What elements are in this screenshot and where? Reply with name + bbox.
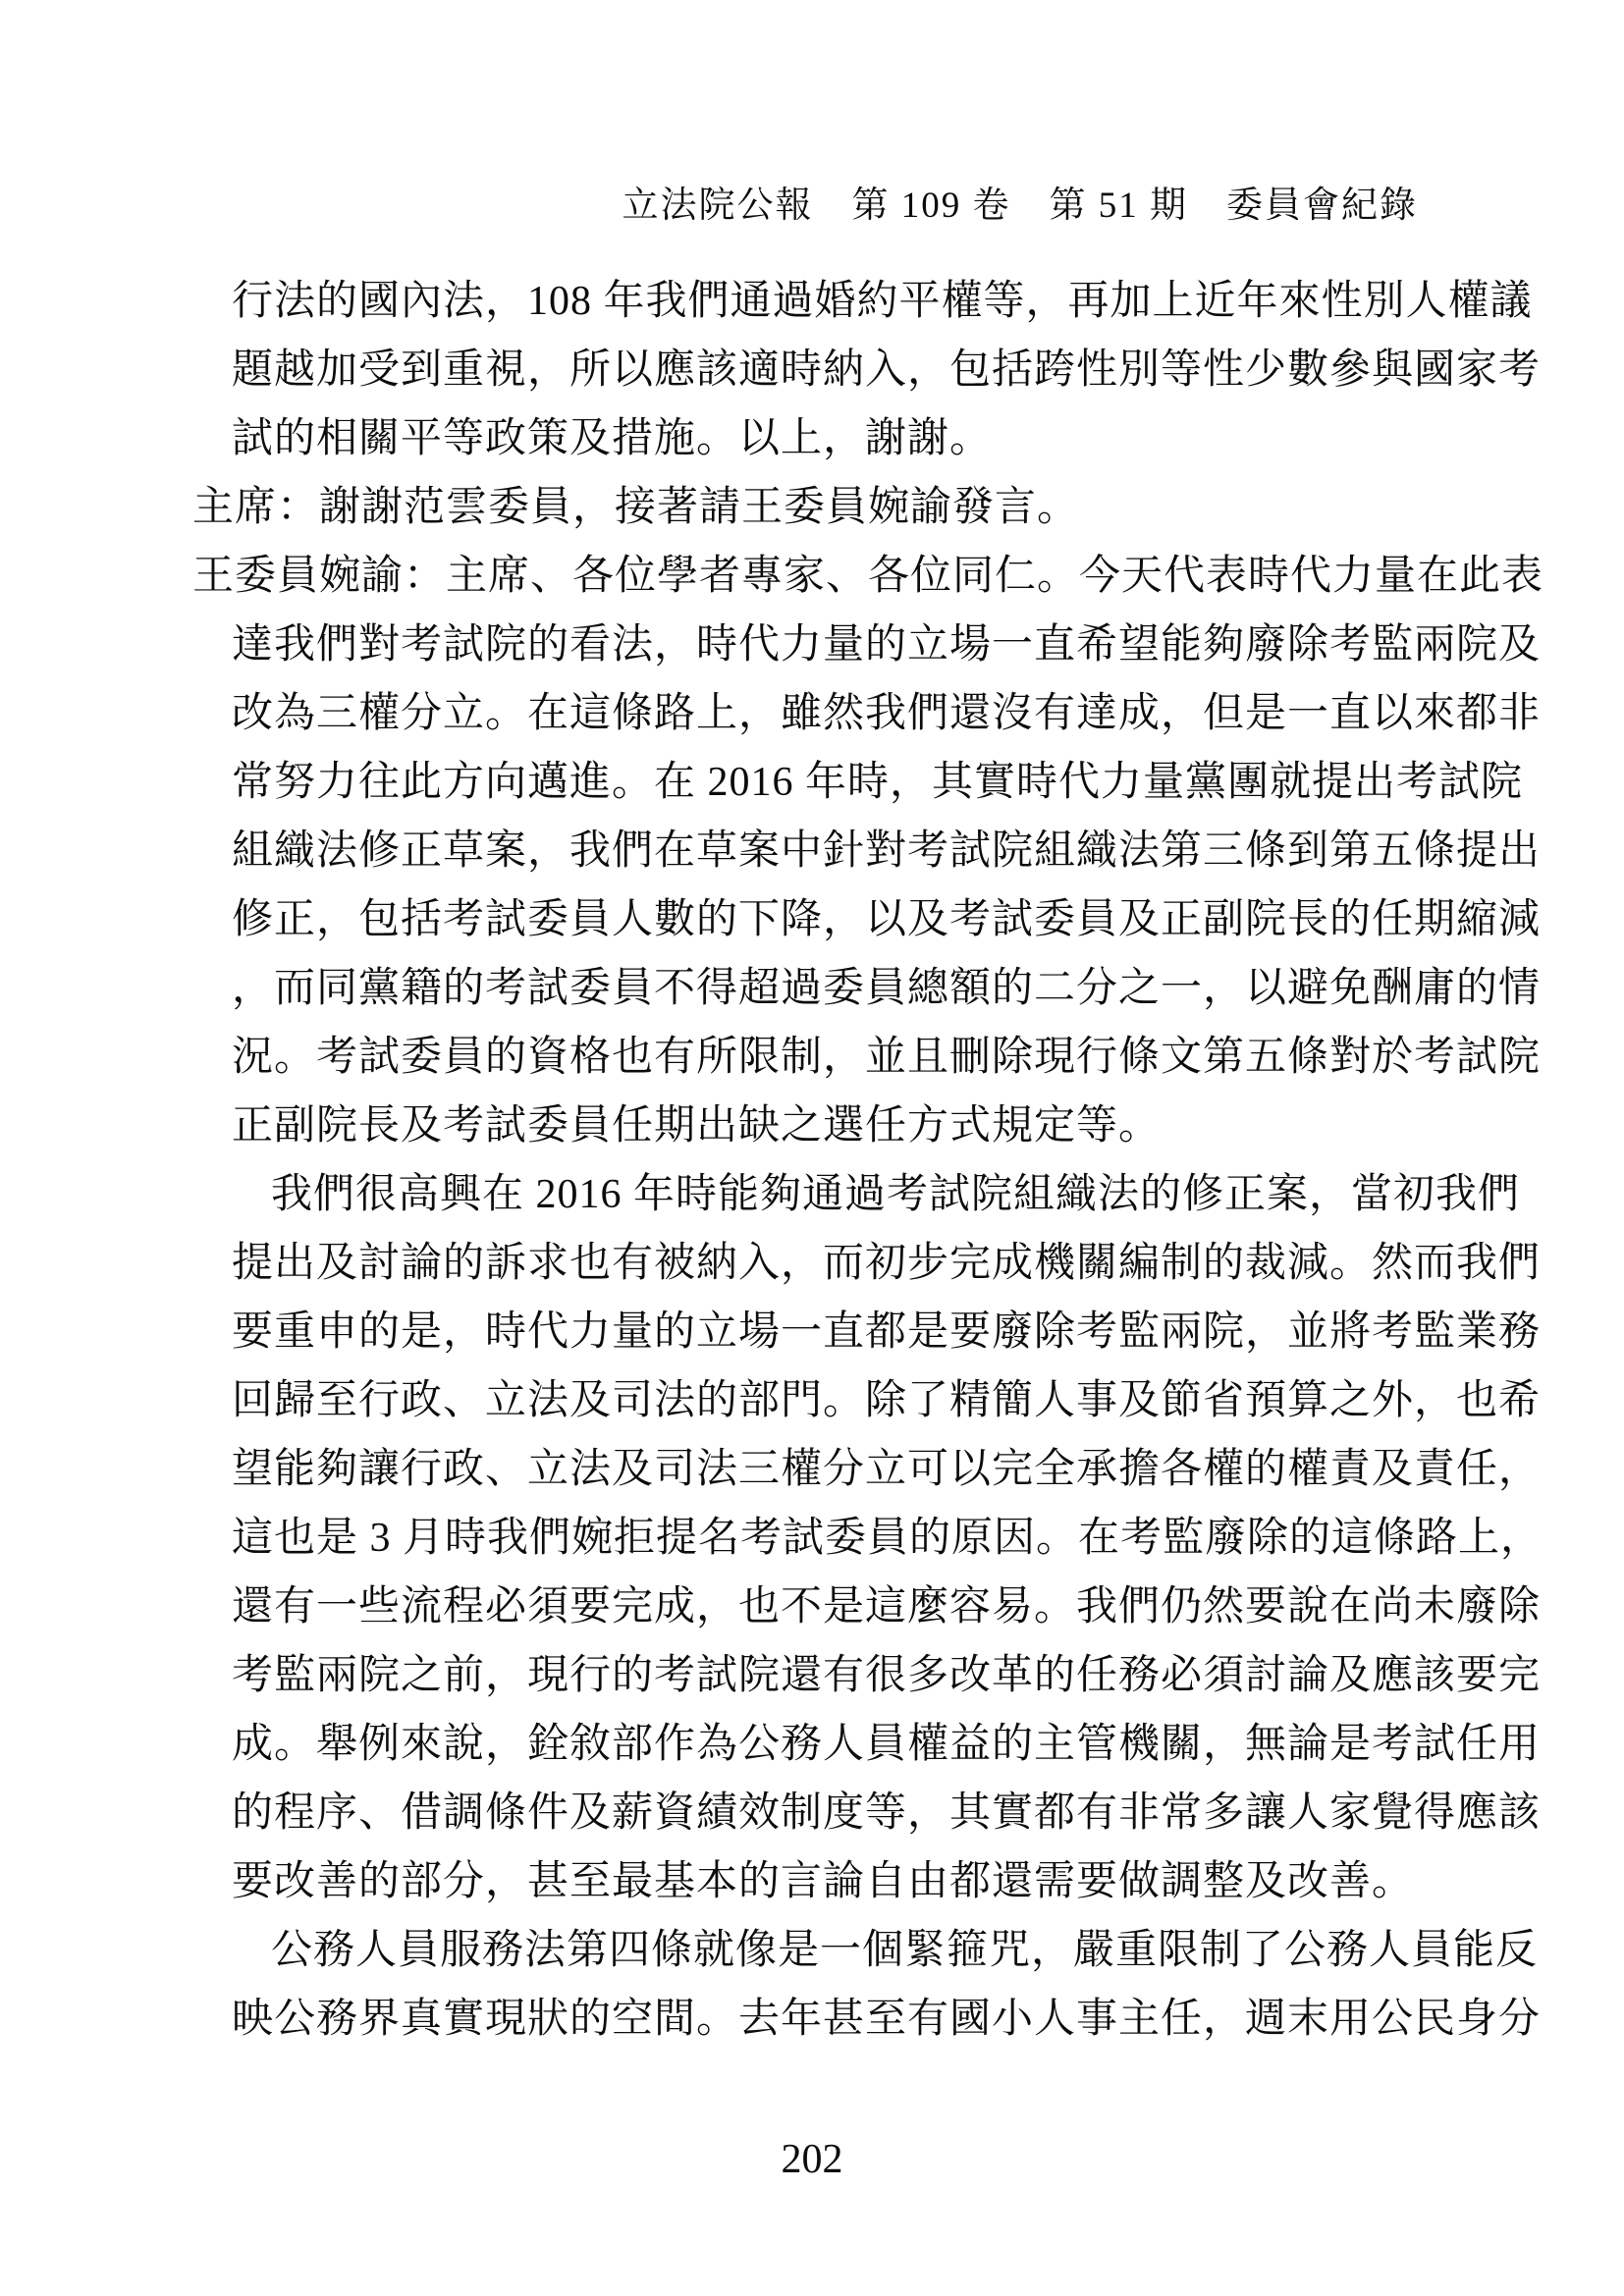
text-line: 要改善的部分，甚至最基本的言論自由都還需要做調整及改善。 <box>232 1859 1415 1904</box>
text-line: 題越加受到重視，所以應該適時納入，包括跨性別等性少數參與國家考 <box>232 347 1542 393</box>
text-line: ，而同黨籍的考試委員不得超過委員總額的二分之一，以避免酬庸的情 <box>232 966 1542 1011</box>
text-line: 況。考試委員的資格也有所限制，並且刪除現行條文第五條對於考試院 <box>232 1035 1542 1080</box>
text-line: 正副院長及考試委員任期出缺之選任方式規定等。 <box>232 1103 1162 1148</box>
text-line: 的程序、借調條件及薪資績效制度等，其實都有非常多讓人家覺得應該 <box>232 1790 1542 1836</box>
text-line: 主席：謝謝范雲委員，接著請王委員婉諭發言。 <box>192 485 1080 530</box>
text-line: 映公務界真實現狀的空間。去年甚至有國小人事主任，週末用公民身分 <box>232 1997 1542 2042</box>
text-line: 行法的國內法，108 年我們通過婚約平權等，再加上近年來性別人權議 <box>232 279 1533 324</box>
text-line: 這也是 3 月時我們婉拒提名考試委員的原因。在考監廢除的這條路上， <box>232 1516 1543 1561</box>
text-line: 要重申的是，時代力量的立場一直都是要廢除考監兩院，並將考監業務 <box>232 1309 1542 1355</box>
text-line: 我們很高興在 2016 年時能夠通過考試院組織法的修正案，當初我們 <box>271 1172 1521 1217</box>
text-line: 達我們對考試院的看法，時代力量的立場一直希望能夠廢除考監兩院及 <box>232 622 1542 667</box>
text-line: 望能夠讓行政、立法及司法三權分立可以完全承擔各權的權責及責任， <box>232 1447 1542 1492</box>
text-line: 提出及討論的訴求也有被納入，而初步完成機關編制的裁減。然而我們 <box>232 1241 1542 1286</box>
text-line: 改為三權分立。在這條路上，雖然我們還沒有達成，但是一直以來都非 <box>232 691 1542 736</box>
text-line: 常努力往此方向邁進。在 2016 年時，其實時代力量黨團就提出考試院 <box>232 760 1524 805</box>
text-line: 考監兩院之前，現行的考試院還有很多改革的任務必須討論及應該要完 <box>232 1653 1542 1698</box>
text-line: 成。舉例來說，銓敘部作為公務人員權益的主管機關，無論是考試任用 <box>232 1722 1542 1767</box>
page-number: 202 <box>781 2137 843 2182</box>
text-line: 還有一些流程必須要完成，也不是這麼容易。我們仍然要說在尚未廢除 <box>232 1584 1542 1629</box>
text-line: 試的相關平等政策及措施。以上，謝謝。 <box>232 416 993 461</box>
body-text <box>192 267 1544 2054</box>
text-line: 公務人員服務法第四條就像是一個緊箍咒，嚴重限制了公務人員能反 <box>271 1928 1539 1973</box>
text-line: 王委員婉諭：主席、各位學者專家、各位同仁。今天代表時代力量在此表 <box>192 554 1544 599</box>
text-line: 修正，包括考試委員人數的下降，以及考試委員及正副院長的任期縮減 <box>232 897 1542 942</box>
page-header: 立法院公報 第 109 卷 第 51 期 委員會紀錄 <box>622 186 1418 226</box>
text-line: 組織法修正草案，我們在草案中針對考試院組織法第三條到第五條提出 <box>232 828 1542 874</box>
text-line: 回歸至行政、立法及司法的部門。除了精簡人事及節省預算之外，也希 <box>232 1378 1542 1423</box>
